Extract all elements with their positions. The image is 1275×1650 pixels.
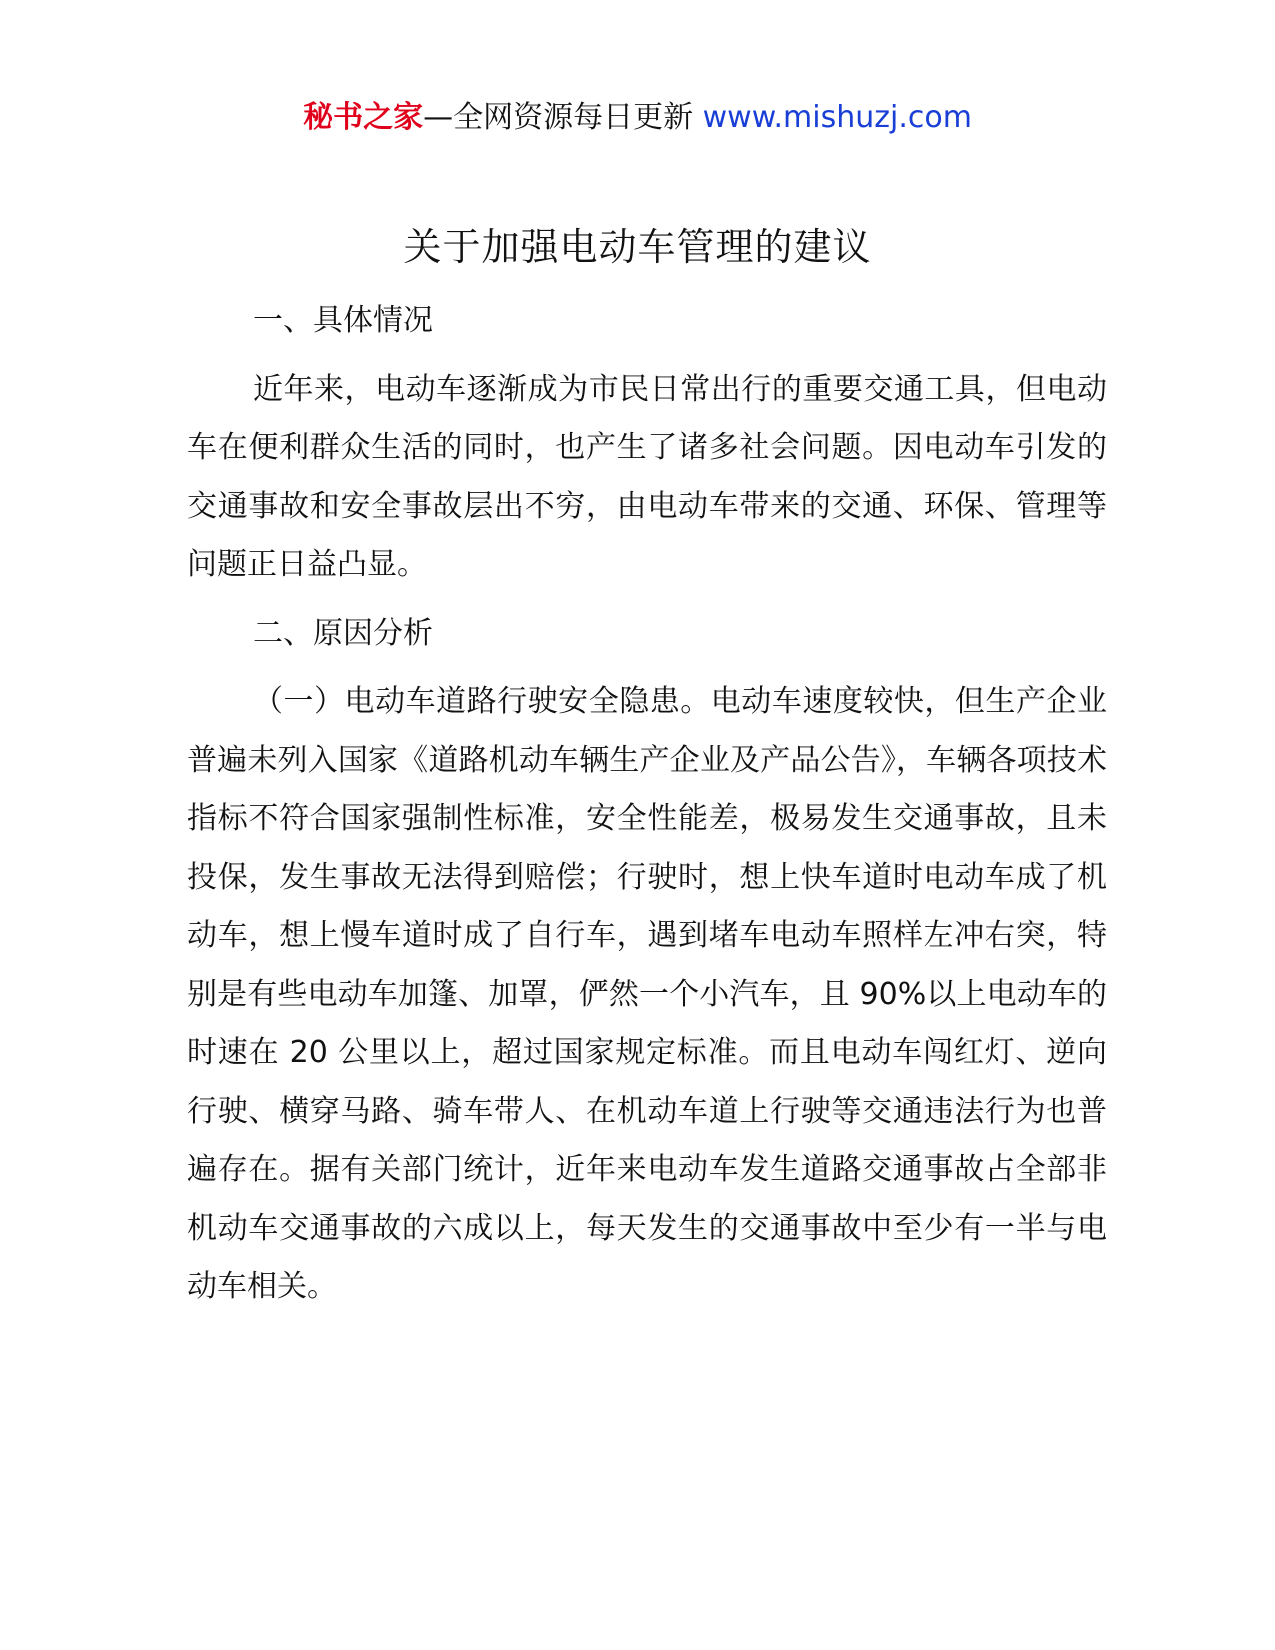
header-dash: —	[423, 100, 454, 135]
paragraph-situation: 近年来，电动车逐渐成为市民日常出行的重要交通工具，但电动车在便利群众生活的同时，也产生了诸多社会问题。因电动车引发的交通事故和安全事故层出不穷，由电动车带来的交通、环保、管理等问题正日益凸显。	[187, 371, 1107, 582]
site-tagline: 全网资源每日更新	[453, 100, 703, 135]
site-brand: 秘书之家	[303, 100, 424, 135]
document-title: 关于加强电动车管理的建议	[403, 225, 872, 269]
site-url-link[interactable]: www.mishuzj.com	[702, 100, 972, 135]
site-header	[0, 96, 1275, 140]
section-heading-analysis: 二、原因分析	[253, 615, 433, 651]
paragraph-analysis: （一）电动车道路行驶安全隐患。电动车速度较快，但生产企业普遍未列入国家《道路机动车辆生产企业及产品公告》，车辆各项技术指标不符合国家强制性标准，安全性能差，极易发生交通事故，且未投保，发生事故无法得到赔偿；行驶时，想上快车道时电动车成了机动车，想上慢车道时成了自行车，遇到堵车电动车照样左冲右突，特别是有些电动车加篷、加罩，俨然一个小汽车，且 90%以上电动车的时速在 20 公里以上，超过国家规定标准。而且电动车闯红灯、逆向行驶、横穿马路、骑车带人、在机动车道上行驶等交通违法行为也普遍存在。据有关部门统计，近年来电动车发生道路交通事故占全部非机动车交通事故的六成以上，每天发生的交通事故中至少有一半与电动车相关。	[187, 684, 1107, 1304]
section-heading-situation: 一、具体情况	[253, 303, 433, 338]
document-body	[187, 292, 1107, 1327]
